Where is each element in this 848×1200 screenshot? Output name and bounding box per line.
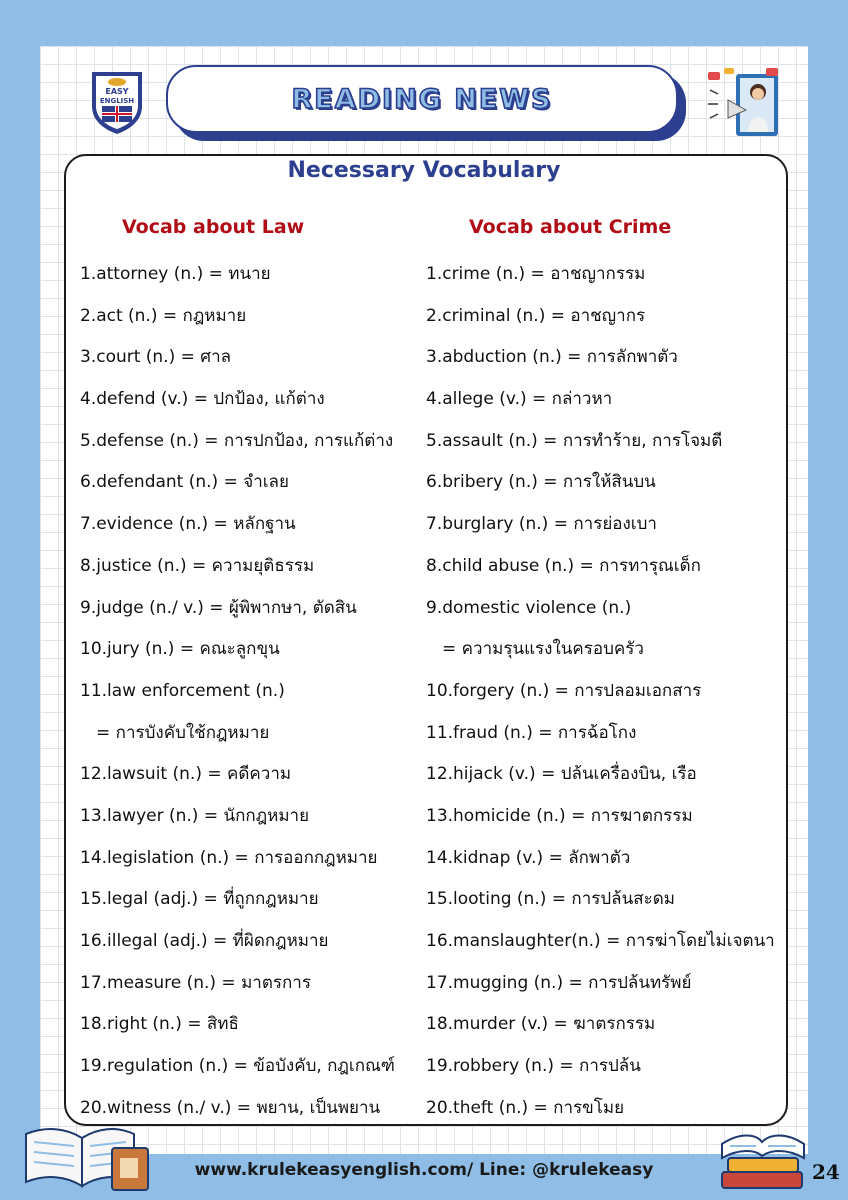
list-item: 3.court (n.) = ศาล [80, 347, 232, 368]
list-item: 1.attorney (n.) = ทนาย [80, 264, 271, 284]
card-title: Necessary Vocabulary [287, 158, 561, 183]
list-item: 19.robbery (n.) = การปล้น [426, 1056, 641, 1077]
list-item: 14.legislation (n.) = การออกกฎหมาย [80, 847, 378, 868]
easy-english-logo-icon [88, 68, 146, 136]
list-item: 18.right (n.) = สิทธิ [80, 1014, 239, 1035]
list-item: 15.legal (adj.) = ที่ถูกกฎหมาย [80, 889, 319, 910]
logo-text-top: EASY [105, 87, 129, 96]
list-item: 17.measure (n.) = มาตรการ [80, 972, 311, 993]
law-vocab-list [80, 255, 424, 1130]
list-item: 15.looting (n.) = การปล้นสะดม [426, 889, 675, 910]
list-item: 1.crime (n.) = อาชญากรรม [426, 264, 646, 284]
crime-vocab-list [426, 255, 784, 1130]
list-item: = การบังคับใช้กฎหมาย [96, 722, 270, 743]
list-item: 19.regulation (n.) = ข้อบังคับ, กฎเกณฑ์ [80, 1056, 395, 1077]
list-item: 5.assault (n.) = การทำร้าย, การโจมตี [426, 430, 723, 451]
banner-title: READING NEWS [291, 83, 553, 115]
list-item: 11.fraud (n.) = การฉ้อโกง [426, 722, 637, 743]
list-item: 20.witness (n./ v.) = พยาน, เป็นพยาน [80, 1097, 381, 1118]
list-item: 16.manslaughter(n.) = การฆ่าโดยไม่เจตนา [426, 931, 775, 951]
list-item: 12.lawsuit (n.) = คดีความ [80, 764, 292, 785]
list-item: = ความรุนแรงในครอบครัว [442, 639, 644, 660]
logo-text-bottom: ENGLISH [99, 97, 135, 105]
list-item: 12.hijack (v.) = ปล้นเครื่องบิน, เรือ [426, 764, 697, 785]
list-item: 8.justice (n.) = ความยุติธรรม [80, 555, 315, 576]
list-item: 3.abduction (n.) = การลักพาตัว [426, 347, 678, 368]
list-item: 20.theft (n.) = การขโมย [426, 1097, 625, 1118]
list-item: 10.jury (n.) = คณะลูกขุน [80, 639, 280, 660]
list-item: 17.mugging (n.) = การปล้นทรัพย์ [426, 972, 692, 993]
list-item: 7.burglary (n.) = การย่องเบา [426, 514, 657, 535]
list-item: 18.murder (v.) = ฆาตรกรรม [426, 1014, 656, 1035]
list-item: 8.child abuse (n.) = การทารุณเด็ก [426, 555, 701, 576]
title-banner [166, 65, 678, 133]
list-item: 9.domestic violence (n.) [426, 597, 632, 618]
list-item: 13.homicide (n.) = การฆาตกรรม [426, 805, 693, 826]
list-item: 10.forgery (n.) = การปลอมเอกสาร [426, 680, 702, 701]
megaphone-woman-icon [706, 66, 782, 140]
list-item: 9.judge (n./ v.) = ผู้พิพากษา, ตัดสิน [80, 597, 357, 618]
list-item: 7.evidence (n.) = หลักฐาน [80, 514, 296, 535]
list-item: 14.kidnap (v.) = ลักพาตัว [426, 847, 631, 868]
crime-heading: Vocab about Crime [469, 216, 672, 238]
footer-website: www.krulekeasyenglish.com/ Line: @krulekeasy [194, 1160, 654, 1180]
book-stack-icon [712, 1114, 810, 1196]
page-number: 24 [812, 1160, 840, 1184]
list-item: 11.law enforcement (n.) [80, 680, 285, 701]
list-item: 6.bribery (n.) = การให้สินบน [426, 472, 656, 493]
open-book-icon [20, 1118, 152, 1192]
law-heading: Vocab about Law [122, 216, 305, 238]
list-item: 4.defend (v.) = ปกป้อง, แก้ต่าง [80, 389, 325, 410]
list-item: 2.criminal (n.) = อาชญากร [426, 305, 646, 326]
list-item: 13.lawyer (n.) = นักกฎหมาย [80, 805, 310, 826]
list-item: 16.illegal (adj.) = ที่ผิดกฎหมาย [80, 931, 329, 951]
list-item: 2.act (n.) = กฎหมาย [80, 305, 247, 326]
list-item: 4.allege (v.) = กล่าวหา [426, 389, 613, 410]
list-item: 5.defense (n.) = การปกป้อง, การแก้ต่าง [80, 430, 394, 451]
list-item: 6.defendant (n.) = จำเลย [80, 472, 289, 493]
